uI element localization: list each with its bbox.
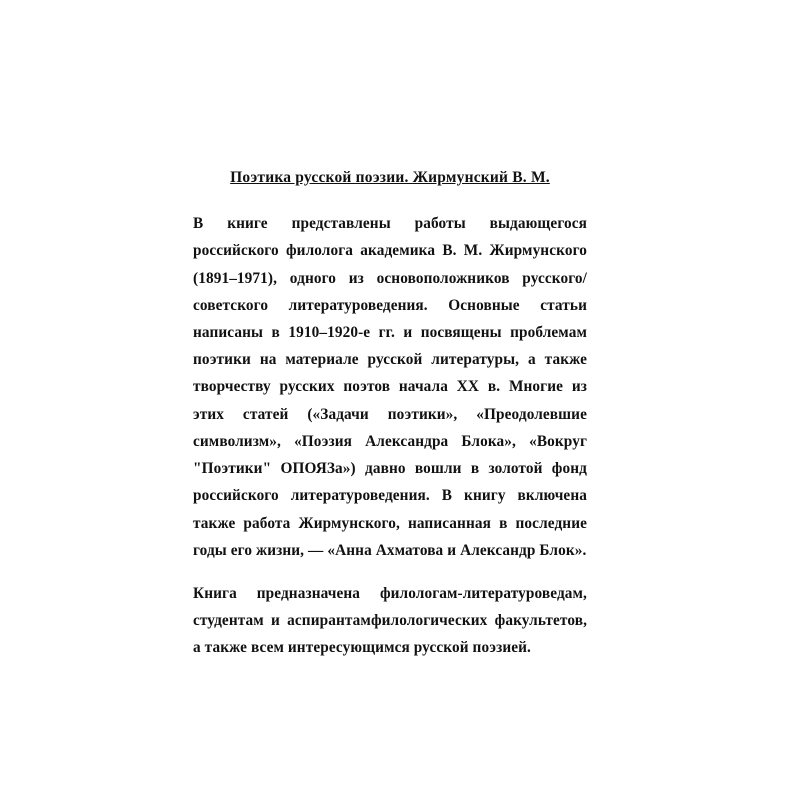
page-title: Поэтика русской поэзии. Жирмунский В. М. — [230, 169, 550, 186]
paragraph-annotation: В книге представлены работы выдающегося российского филолога академика В. М. Жирмунского (1891–1971), одного из основоположников русского/советского литературоведения. Основные статьи написаны в 1910–1920-е гг. и посвящены проблемам поэтики на материале русской литературы, а также творчеству русских поэтов начала XX в. Многие из этих статей («Задачи поэтики», «Преодолевшие символизм», «Поэзия Александра Блока», «Вокруг "Поэтики" ОПОЯЗа») давно вошли в золотой фонд российского литературоведения. В книгу включена также работа Жирмунского, написанная в последние годы его жизни, — «Анна Ахматова и Александр Блок». — [193, 215, 587, 559]
paragraph-audience: Книга предназначена филологам-литературоведам, студентам и аспирантамфилологических факультетов, а также всем интересующимся русской поэзией. — [193, 584, 587, 657]
document-body — [193, 168, 587, 662]
